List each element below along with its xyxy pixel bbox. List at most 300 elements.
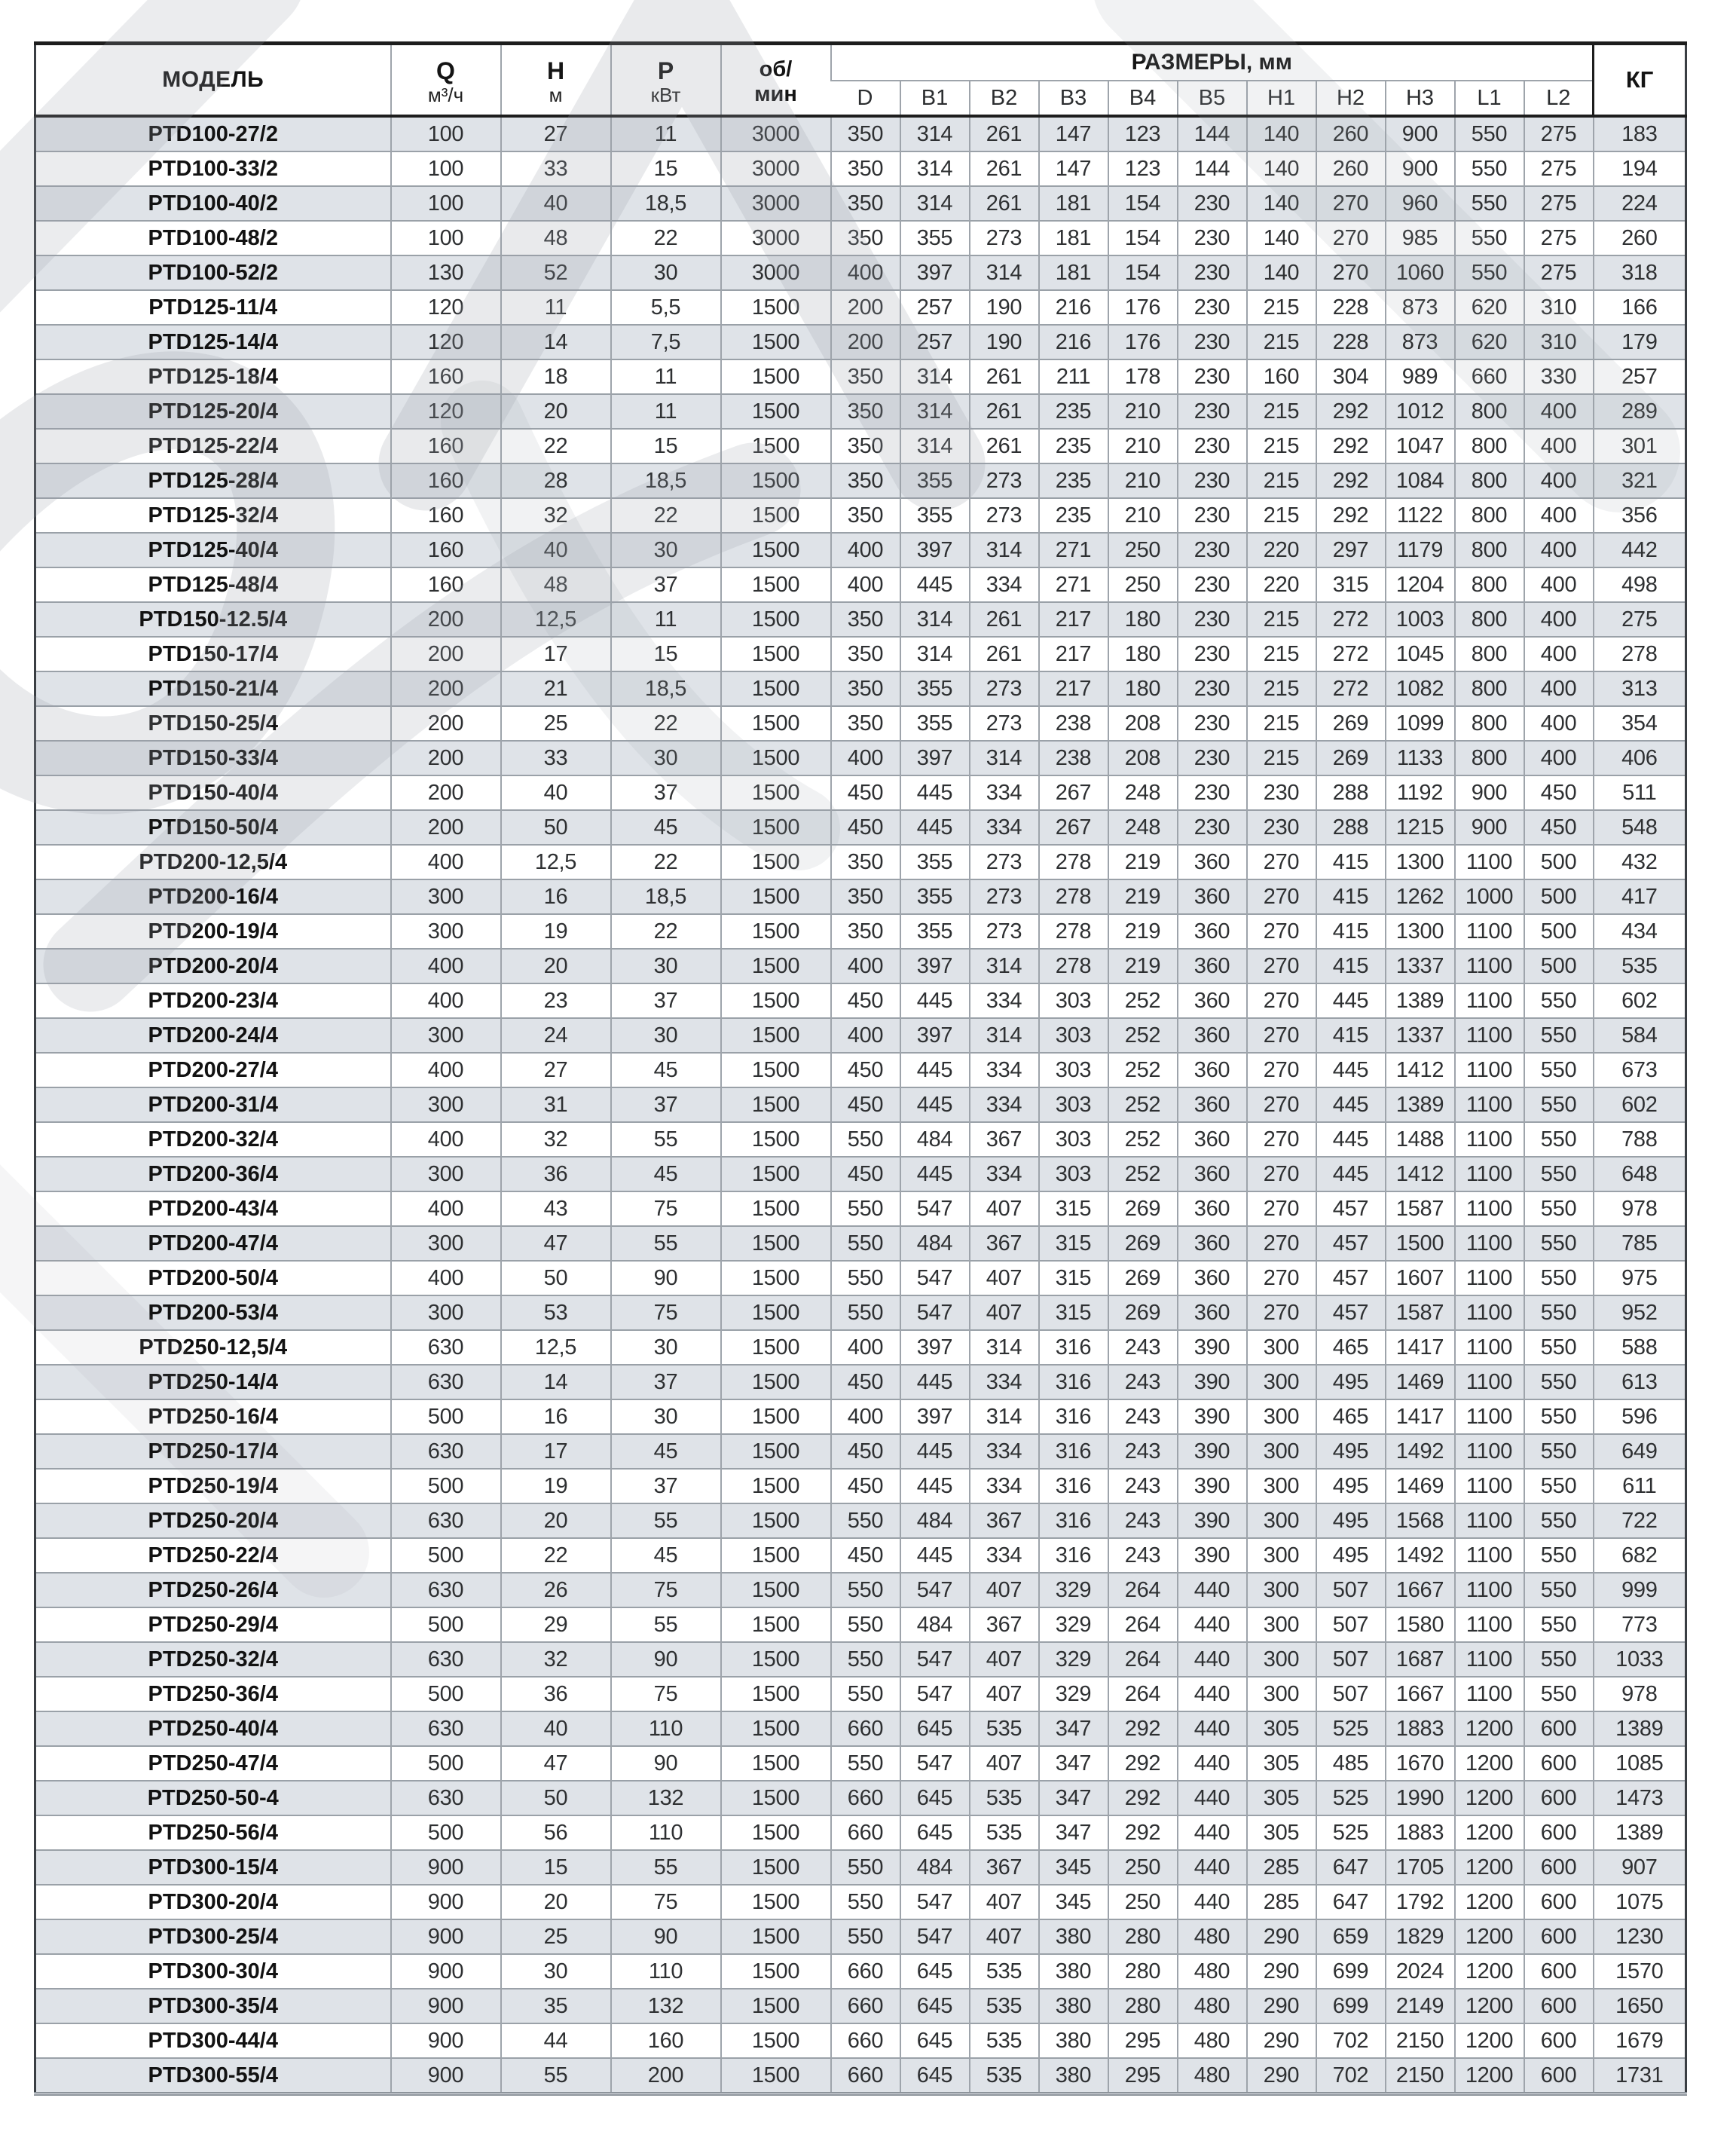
model-cell: PTD125-18/4 xyxy=(35,359,391,394)
value-cell: 300 xyxy=(1247,1503,1316,1538)
value-cell: 600 xyxy=(1524,2058,1594,2094)
value-cell: 360 xyxy=(1178,1295,1247,1330)
value-cell: 647 xyxy=(1316,1885,1386,1919)
value-cell: 181 xyxy=(1039,255,1108,290)
value-cell: 230 xyxy=(1178,463,1247,498)
value-cell: 275 xyxy=(1524,255,1594,290)
value-cell: 660 xyxy=(831,2058,900,2094)
value-cell: 316 xyxy=(1039,1399,1108,1434)
value-cell: 273 xyxy=(970,845,1039,879)
value-cell: 445 xyxy=(900,810,970,845)
value-cell: 228 xyxy=(1316,325,1386,359)
value-cell: 989 xyxy=(1386,359,1455,394)
value-cell: 507 xyxy=(1316,1573,1386,1607)
value-cell: 360 xyxy=(1178,914,1247,949)
column-group-header-sizes: РАЗМЕРЫ, мм xyxy=(831,44,1594,81)
model-cell: PTD300-30/4 xyxy=(35,1954,391,1989)
value-cell: 29 xyxy=(501,1607,611,1642)
table-row xyxy=(35,2023,1686,2058)
value-cell: 47 xyxy=(501,1746,611,1781)
value-cell: 17 xyxy=(501,637,611,671)
value-cell: 1389 xyxy=(1386,1087,1455,1122)
value-cell: 1500 xyxy=(721,1677,831,1711)
value-cell: 2149 xyxy=(1386,1989,1455,2023)
value-cell: 1100 xyxy=(1455,1573,1524,1607)
value-cell: 200 xyxy=(831,290,900,325)
value-cell: 314 xyxy=(970,741,1039,775)
value-cell: 110 xyxy=(611,1954,721,1989)
value-cell: 11 xyxy=(611,116,721,151)
value-cell: 407 xyxy=(970,1642,1039,1677)
value-cell: 75 xyxy=(611,1191,721,1226)
value-cell: 261 xyxy=(970,394,1039,429)
value-cell: 250 xyxy=(1108,1885,1178,1919)
value-cell: 305 xyxy=(1247,1815,1316,1850)
value-cell: 267 xyxy=(1039,775,1108,810)
value-cell: 269 xyxy=(1316,741,1386,775)
value-cell: 630 xyxy=(391,1642,501,1677)
model-cell: PTD200-31/4 xyxy=(35,1087,391,1122)
value-cell: 230 xyxy=(1178,533,1247,567)
value-cell: 292 xyxy=(1316,463,1386,498)
value-cell: 200 xyxy=(391,671,501,706)
value-cell: 1500 xyxy=(721,1989,831,2023)
value-cell: 23 xyxy=(501,983,611,1018)
value-cell: 1500 xyxy=(721,1711,831,1746)
column-header-model: МОДЕЛЬ xyxy=(35,44,391,117)
value-cell: 1300 xyxy=(1386,914,1455,949)
value-cell: 350 xyxy=(831,463,900,498)
value-cell: 347 xyxy=(1039,1781,1108,1815)
value-cell: 1045 xyxy=(1386,637,1455,671)
value-cell: 535 xyxy=(970,1989,1039,2023)
value-cell: 600 xyxy=(1524,1781,1594,1815)
value-cell: 660 xyxy=(831,1954,900,1989)
value-cell: 495 xyxy=(1316,1538,1386,1573)
value-cell: 316 xyxy=(1039,1469,1108,1503)
value-cell: 160 xyxy=(611,2023,721,2058)
value-cell: 355 xyxy=(900,221,970,255)
value-cell: 397 xyxy=(900,1018,970,1053)
value-cell: 270 xyxy=(1247,1122,1316,1157)
value-cell: 873 xyxy=(1386,290,1455,325)
value-cell: 1100 xyxy=(1455,1087,1524,1122)
value-cell: 525 xyxy=(1316,1815,1386,1850)
value-cell: 100 xyxy=(391,116,501,151)
column-header-rpm xyxy=(721,44,831,117)
value-cell: 1200 xyxy=(1455,1781,1524,1815)
value-cell: 535 xyxy=(970,2023,1039,2058)
value-cell: 16 xyxy=(501,1399,611,1434)
value-cell: 140 xyxy=(1247,255,1316,290)
table-row xyxy=(35,533,1686,567)
value-cell: 178 xyxy=(1108,359,1178,394)
value-cell: 550 xyxy=(831,1122,900,1157)
value-cell: 132 xyxy=(611,1989,721,2023)
value-cell: 485 xyxy=(1316,1746,1386,1781)
value-cell: 547 xyxy=(900,1261,970,1295)
value-cell: 1075 xyxy=(1594,1885,1686,1919)
value-cell: 300 xyxy=(391,1018,501,1053)
value-cell: 900 xyxy=(391,2023,501,2058)
model-cell: PTD150-40/4 xyxy=(35,775,391,810)
value-cell: 132 xyxy=(611,1781,721,1815)
value-cell: 275 xyxy=(1524,151,1594,186)
value-cell: 350 xyxy=(831,186,900,221)
value-cell: 271 xyxy=(1039,533,1108,567)
model-cell: PTD200-50/4 xyxy=(35,1261,391,1295)
value-cell: 215 xyxy=(1247,325,1316,359)
value-cell: 273 xyxy=(970,706,1039,741)
value-cell: 350 xyxy=(831,637,900,671)
value-cell: 450 xyxy=(831,1053,900,1087)
value-cell: 75 xyxy=(611,1295,721,1330)
value-cell: 194 xyxy=(1594,151,1686,186)
value-cell: 525 xyxy=(1316,1711,1386,1746)
table-row xyxy=(35,1746,1686,1781)
value-cell: 300 xyxy=(391,1157,501,1191)
value-cell: 900 xyxy=(1455,775,1524,810)
value-cell: 230 xyxy=(1178,394,1247,429)
value-cell: 200 xyxy=(391,775,501,810)
value-cell: 1060 xyxy=(1386,255,1455,290)
value-cell: 1580 xyxy=(1386,1607,1455,1642)
value-cell: 31 xyxy=(501,1087,611,1122)
value-cell: 22 xyxy=(611,914,721,949)
value-cell: 535 xyxy=(970,1781,1039,1815)
value-cell: 1500 xyxy=(721,1157,831,1191)
value-cell: 1100 xyxy=(1455,1677,1524,1711)
value-cell: 75 xyxy=(611,1677,721,1711)
value-cell: 314 xyxy=(900,151,970,186)
value-cell: 800 xyxy=(1455,533,1524,567)
value-cell: 445 xyxy=(900,1434,970,1469)
value-cell: 18,5 xyxy=(611,463,721,498)
value-cell: 400 xyxy=(1524,567,1594,602)
value-cell: 1100 xyxy=(1455,1330,1524,1365)
column-header-size-h1: H1 xyxy=(1247,81,1316,116)
value-cell: 271 xyxy=(1039,567,1108,602)
value-cell: 37 xyxy=(611,1469,721,1503)
value-cell: 288 xyxy=(1316,775,1386,810)
value-cell: 292 xyxy=(1108,1746,1178,1781)
value-cell: 75 xyxy=(611,1573,721,1607)
value-cell: 800 xyxy=(1455,602,1524,637)
value-cell: 1990 xyxy=(1386,1781,1455,1815)
value-cell: 415 xyxy=(1316,1018,1386,1053)
table-row xyxy=(35,1330,1686,1365)
value-cell: 215 xyxy=(1247,706,1316,741)
value-cell: 1500 xyxy=(721,1295,831,1330)
value-cell: 230 xyxy=(1247,810,1316,845)
value-cell: 230 xyxy=(1178,429,1247,463)
value-cell: 380 xyxy=(1039,2023,1108,2058)
value-cell: 1100 xyxy=(1455,1642,1524,1677)
value-cell: 2150 xyxy=(1386,2058,1455,2094)
value-cell: 1607 xyxy=(1386,1261,1455,1295)
value-cell: 602 xyxy=(1594,983,1686,1018)
model-cell: PTD125-48/4 xyxy=(35,567,391,602)
value-cell: 350 xyxy=(831,845,900,879)
value-cell: 290 xyxy=(1247,1989,1316,2023)
value-cell: 550 xyxy=(1524,1642,1594,1677)
value-cell: 702 xyxy=(1316,2023,1386,2058)
value-cell: 180 xyxy=(1108,671,1178,706)
value-cell: 1500 xyxy=(721,1919,831,1954)
model-cell: PTD150-50/4 xyxy=(35,810,391,845)
value-cell: 550 xyxy=(1524,1191,1594,1226)
value-cell: 1262 xyxy=(1386,879,1455,914)
value-cell: 130 xyxy=(391,255,501,290)
column-header-size-d: D xyxy=(831,81,900,116)
value-cell: 500 xyxy=(391,1538,501,1573)
model-cell: PTD200-32/4 xyxy=(35,1122,391,1157)
value-cell: 27 xyxy=(501,116,611,151)
value-cell: 315 xyxy=(1039,1295,1108,1330)
value-cell: 56 xyxy=(501,1815,611,1850)
rpm-line2: мин xyxy=(754,82,797,106)
value-cell: 800 xyxy=(1455,741,1524,775)
value-cell: 30 xyxy=(611,1018,721,1053)
value-cell: 278 xyxy=(1594,637,1686,671)
value-cell: 230 xyxy=(1178,671,1247,706)
value-cell: 329 xyxy=(1039,1607,1108,1642)
value-cell: 1215 xyxy=(1386,810,1455,845)
value-cell: 400 xyxy=(1524,498,1594,533)
value-cell: 40 xyxy=(501,186,611,221)
value-cell: 219 xyxy=(1108,879,1178,914)
value-cell: 1100 xyxy=(1455,845,1524,879)
column-header-size-b3: B3 xyxy=(1039,81,1108,116)
value-cell: 230 xyxy=(1178,567,1247,602)
value-cell: 43 xyxy=(501,1191,611,1226)
value-cell: 45 xyxy=(611,1538,721,1573)
value-cell: 1667 xyxy=(1386,1677,1455,1711)
value-cell: 1179 xyxy=(1386,533,1455,567)
value-cell: 22 xyxy=(611,845,721,879)
table-row xyxy=(35,1053,1686,1087)
value-cell: 264 xyxy=(1108,1607,1178,1642)
value-cell: 1500 xyxy=(721,1469,831,1503)
value-cell: 498 xyxy=(1594,567,1686,602)
value-cell: 900 xyxy=(391,1989,501,2023)
value-cell: 24 xyxy=(501,1018,611,1053)
value-cell: 200 xyxy=(391,602,501,637)
value-cell: 219 xyxy=(1108,914,1178,949)
value-cell: 440 xyxy=(1178,1781,1247,1815)
value-cell: 800 xyxy=(1455,637,1524,671)
value-cell: 160 xyxy=(391,429,501,463)
value-cell: 367 xyxy=(970,1607,1039,1642)
model-cell: PTD200-23/4 xyxy=(35,983,391,1018)
value-cell: 215 xyxy=(1247,602,1316,637)
value-cell: 1500 xyxy=(721,1053,831,1087)
value-cell: 952 xyxy=(1594,1295,1686,1330)
value-cell: 257 xyxy=(900,290,970,325)
column-header-size-b2: B2 xyxy=(970,81,1039,116)
value-cell: 154 xyxy=(1108,186,1178,221)
value-cell: 14 xyxy=(501,1365,611,1399)
value-cell: 334 xyxy=(970,983,1039,1018)
value-cell: 270 xyxy=(1247,1053,1316,1087)
value-cell: 305 xyxy=(1247,1746,1316,1781)
value-cell: 250 xyxy=(1108,533,1178,567)
value-cell: 303 xyxy=(1039,1053,1108,1087)
value-cell: 32 xyxy=(501,498,611,533)
model-cell: PTD250-19/4 xyxy=(35,1469,391,1503)
value-cell: 292 xyxy=(1108,1781,1178,1815)
value-cell: 269 xyxy=(1108,1226,1178,1261)
value-cell: 314 xyxy=(970,1399,1039,1434)
value-cell: 272 xyxy=(1316,637,1386,671)
value-cell: 334 xyxy=(970,1087,1039,1122)
column-header-h xyxy=(501,44,611,117)
value-cell: 290 xyxy=(1247,1919,1316,1954)
value-cell: 350 xyxy=(831,706,900,741)
value-cell: 292 xyxy=(1316,498,1386,533)
value-cell: 350 xyxy=(831,151,900,186)
value-cell: 773 xyxy=(1594,1607,1686,1642)
value-cell: 450 xyxy=(1524,775,1594,810)
value-cell: 1200 xyxy=(1455,1815,1524,1850)
value-cell: 123 xyxy=(1108,151,1178,186)
value-cell: 978 xyxy=(1594,1191,1686,1226)
value-cell: 550 xyxy=(831,1919,900,1954)
value-cell: 1587 xyxy=(1386,1295,1455,1330)
table-body xyxy=(35,116,1686,2094)
value-cell: 243 xyxy=(1108,1469,1178,1503)
value-cell: 292 xyxy=(1108,1815,1178,1850)
value-cell: 360 xyxy=(1178,1053,1247,1087)
value-cell: 1417 xyxy=(1386,1399,1455,1434)
value-cell: 630 xyxy=(391,1434,501,1469)
value-cell: 210 xyxy=(1108,498,1178,533)
value-cell: 208 xyxy=(1108,706,1178,741)
value-cell: 507 xyxy=(1316,1642,1386,1677)
value-cell: 400 xyxy=(1524,533,1594,567)
value-cell: 292 xyxy=(1316,394,1386,429)
value-cell: 1337 xyxy=(1386,949,1455,983)
value-cell: 999 xyxy=(1594,1573,1686,1607)
value-cell: 355 xyxy=(900,671,970,706)
model-cell: PTD150-33/4 xyxy=(35,741,391,775)
table-row xyxy=(35,1850,1686,1885)
value-cell: 407 xyxy=(970,1573,1039,1607)
table-row xyxy=(35,1989,1686,2023)
value-cell: 250 xyxy=(1108,567,1178,602)
value-cell: 500 xyxy=(391,1607,501,1642)
value-cell: 216 xyxy=(1039,290,1108,325)
value-cell: 215 xyxy=(1247,671,1316,706)
value-cell: 547 xyxy=(900,1746,970,1781)
value-cell: 1100 xyxy=(1455,983,1524,1018)
value-cell: 219 xyxy=(1108,845,1178,879)
value-cell: 347 xyxy=(1039,1711,1108,1746)
model-cell: PTD200-16/4 xyxy=(35,879,391,914)
value-cell: 1500 xyxy=(721,810,831,845)
value-cell: 1100 xyxy=(1455,1538,1524,1573)
value-cell: 160 xyxy=(391,567,501,602)
value-cell: 334 xyxy=(970,1538,1039,1573)
value-cell: 380 xyxy=(1039,1954,1108,1989)
value-cell: 334 xyxy=(970,1157,1039,1191)
value-cell: 400 xyxy=(1524,671,1594,706)
value-cell: 22 xyxy=(501,1538,611,1573)
table-row xyxy=(35,567,1686,602)
h-symbol: Н xyxy=(546,57,565,84)
q-unit: м³/ч xyxy=(427,84,464,106)
value-cell: 53 xyxy=(501,1295,611,1330)
value-cell: 400 xyxy=(391,1053,501,1087)
value-cell: 550 xyxy=(1455,186,1524,221)
value-cell: 550 xyxy=(1524,1053,1594,1087)
value-cell: 1085 xyxy=(1594,1746,1686,1781)
value-cell: 1389 xyxy=(1386,983,1455,1018)
value-cell: 350 xyxy=(831,359,900,394)
value-cell: 264 xyxy=(1108,1573,1178,1607)
value-cell: 120 xyxy=(391,325,501,359)
value-cell: 480 xyxy=(1178,1919,1247,1954)
value-cell: 1670 xyxy=(1386,1746,1455,1781)
value-cell: 147 xyxy=(1039,116,1108,151)
value-cell: 45 xyxy=(611,1157,721,1191)
value-cell: 314 xyxy=(900,429,970,463)
value-cell: 314 xyxy=(970,255,1039,290)
table-row xyxy=(35,1503,1686,1538)
value-cell: 235 xyxy=(1039,429,1108,463)
value-cell: 200 xyxy=(391,810,501,845)
value-cell: 645 xyxy=(900,1989,970,2023)
value-cell: 270 xyxy=(1316,186,1386,221)
value-cell: 1500 xyxy=(721,290,831,325)
model-cell: PTD125-40/4 xyxy=(35,533,391,567)
table-header xyxy=(35,44,1686,117)
value-cell: 613 xyxy=(1594,1365,1686,1399)
value-cell: 55 xyxy=(501,2058,611,2094)
value-cell: 1500 xyxy=(721,2023,831,2058)
value-cell: 217 xyxy=(1039,602,1108,637)
value-cell: 960 xyxy=(1386,186,1455,221)
value-cell: 28 xyxy=(501,463,611,498)
value-cell: 211 xyxy=(1039,359,1108,394)
value-cell: 329 xyxy=(1039,1677,1108,1711)
table-row xyxy=(35,221,1686,255)
value-cell: 390 xyxy=(1178,1469,1247,1503)
value-cell: 1492 xyxy=(1386,1538,1455,1573)
value-cell: 19 xyxy=(501,914,611,949)
value-cell: 550 xyxy=(1524,1399,1594,1434)
value-cell: 3000 xyxy=(721,151,831,186)
value-cell: 243 xyxy=(1108,1538,1178,1573)
value-cell: 800 xyxy=(1455,463,1524,498)
value-cell: 215 xyxy=(1247,290,1316,325)
value-cell: 673 xyxy=(1594,1053,1686,1087)
value-cell: 1100 xyxy=(1455,1122,1524,1157)
value-cell: 397 xyxy=(900,533,970,567)
value-cell: 484 xyxy=(900,1226,970,1261)
value-cell: 269 xyxy=(1108,1261,1178,1295)
value-cell: 345 xyxy=(1039,1885,1108,1919)
value-cell: 90 xyxy=(611,1746,721,1781)
value-cell: 900 xyxy=(1455,810,1524,845)
value-cell: 596 xyxy=(1594,1399,1686,1434)
value-cell: 1012 xyxy=(1386,394,1455,429)
value-cell: 1500 xyxy=(721,498,831,533)
value-cell: 500 xyxy=(391,1746,501,1781)
column-header-size-l1: L1 xyxy=(1455,81,1524,116)
value-cell: 445 xyxy=(900,1087,970,1122)
value-cell: 550 xyxy=(1455,116,1524,151)
